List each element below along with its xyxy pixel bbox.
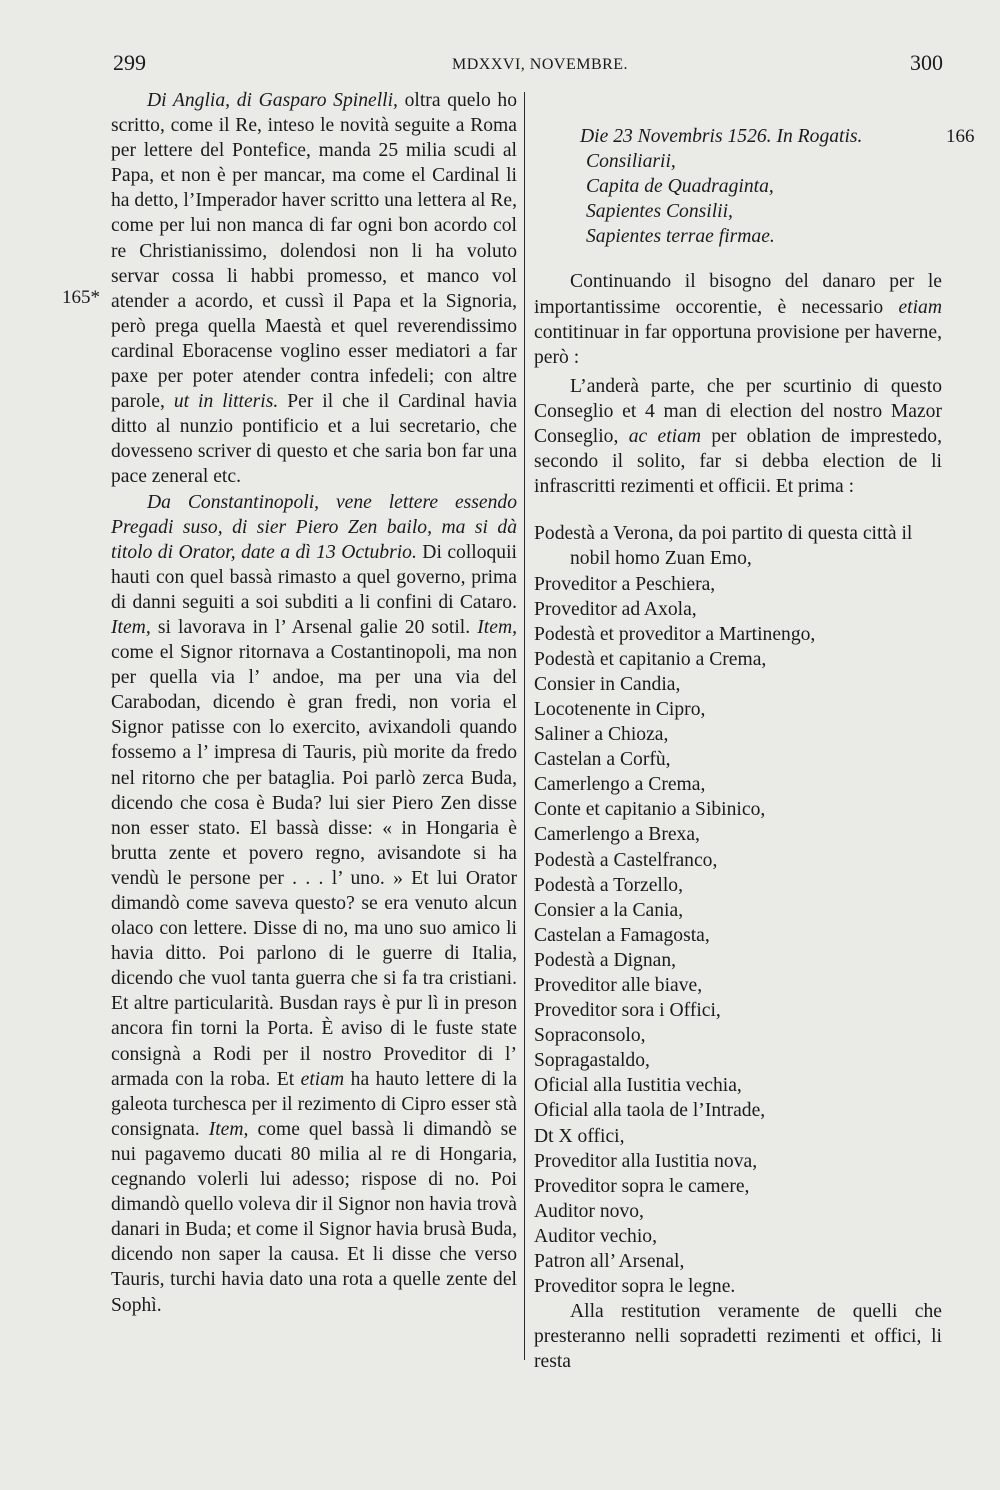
session-date-line: Die 23 Novembris 1526. In Rogatis.	[580, 126, 863, 147]
council-item: Consiliarii,	[586, 151, 676, 173]
office-item: Auditor vechio,	[534, 1225, 657, 1247]
page-number-left: 299	[113, 50, 146, 75]
italic-text: Item,	[208, 1118, 249, 1140]
paragraph-restitution: Alla restitution veramente de quelli che presteranno nelli sopradetti rezimenti et offici, li resta	[534, 1301, 942, 1373]
text-run: L’anderà parte, che per scurtinio di questo Conseglio et 4 man di election del nostro Mazor Conseglio,	[534, 375, 942, 448]
office-item: Proveditor alle biave,	[534, 975, 703, 996]
office-item: Oficial alla Iustitia vechia,	[534, 1075, 742, 1097]
office-item: Consier in Candia,	[534, 673, 681, 695]
italic-text: Da Constantinopoli, vene lettere essendo Pregadi suso, di sier Piero Zen bailo, ma si dà titolo di Orator, date a dì 13 Octubrio.	[111, 491, 517, 563]
office-item: Conte et capitanio a Sibinico,	[534, 799, 766, 821]
office-item: Locotenente in Cipro,	[534, 698, 706, 720]
column-divider	[524, 92, 525, 1360]
office-item: Proveditor ad Axola,	[534, 598, 697, 620]
office-item: Proveditor alla Iustitia nova,	[534, 1150, 758, 1172]
left-paragraph	[111, 490, 517, 1318]
office-item: Castelan a Famagosta,	[534, 924, 710, 946]
page-number-right: 300	[910, 50, 943, 75]
text-run: ha hauto lettere di la galeota turchesca per il rezimento di Cipro esser stà consignata.	[111, 1068, 517, 1140]
italic-text: etiam	[300, 1068, 345, 1090]
council-item: Sapientes Consilii,	[586, 201, 733, 223]
running-header	[0, 50, 1000, 86]
italic-text: Item,	[111, 616, 151, 638]
office-item: nobil homo Zuan Emo,	[570, 548, 752, 570]
italic-text: etiam	[898, 296, 942, 318]
office-item: Podestà et capitanio a Crema,	[534, 648, 767, 670]
office-item: Consier a la Cania,	[534, 899, 684, 921]
text-run: contitinuar in far opportuna provisione per haverne, però :	[534, 321, 942, 368]
office-item: Sopraconsolo,	[534, 1025, 646, 1047]
left-column	[111, 88, 517, 1318]
office-item: Proveditor sopra le legne.	[534, 1276, 736, 1298]
council-item: Capita de Quadraginta,	[586, 176, 774, 198]
office-item: Auditor novo,	[534, 1200, 644, 1222]
council-list	[534, 149, 942, 249]
office-item: Podestà et proveditor a Martinengo,	[534, 623, 816, 645]
right-column	[534, 88, 942, 1375]
left-paragraph	[111, 88, 517, 490]
italic-text: ac etiam	[628, 426, 702, 448]
office-item: Proveditor sopra le camere,	[534, 1175, 750, 1197]
text-run: per oblation de imprestedo, secondo il solito, far si debba election de li infrascritti rezimenti et officii. Et prima :	[534, 426, 942, 498]
text-run: Di colloquii hauti con quel bassà rimasto a quel governo, prima di danni seguiti a soi subditi a li confini di Cataro.	[111, 541, 517, 613]
office-item: Patron all’ Arsenal,	[534, 1251, 685, 1273]
text-run: Continuando il bisogno del danaro per le importantissime occorentie, è necessario	[534, 271, 942, 318]
office-item: Camerlengo a Crema,	[534, 774, 706, 796]
office-item: Podestà a Verona, da poi partito di questa città il	[534, 523, 913, 545]
office-item: Sopragastaldo,	[534, 1050, 650, 1072]
paragraph-continuando	[534, 269, 942, 369]
margin-note-left: 165*	[62, 287, 100, 308]
margin-note-right: 166	[946, 126, 975, 147]
office-item: Oficial alla taola de l’Intrade,	[534, 1100, 766, 1122]
office-list	[534, 521, 942, 1299]
office-item: Saliner a Chioza,	[534, 724, 669, 746]
text-run: si lavorava in l’ Arsenal galie 20 sotil.	[150, 616, 478, 638]
office-item: Podestà a Dignan,	[534, 949, 677, 971]
text-run: come quel bassà li dimandò se nui pagavemo ducati 80 milia al re di Hongaria, cegnando volerli lui adesso; rispose di no. Poi dimandò quello voleva dir il Signor non havia trovà danari in Buda; et come il Signor havia brusà Buda, dicendo non saper la causa. Et li disse che verso Tauris, turchi havia dato una rota a quelle zente del Sophì.	[111, 1118, 517, 1316]
office-item: Podestà a Torzello,	[534, 874, 683, 896]
office-item: Proveditor sora i Offici,	[534, 1000, 721, 1022]
office-item: Proveditor a Peschiera,	[534, 573, 716, 595]
council-item: Sapientes terrae firmae.	[586, 226, 775, 248]
text-run: Per il che il Cardinal havia ditto al nunzio pontificio et a lui secretario, che dovesseno scriver di questo et che saria bon far una pace zeneral etc.	[111, 391, 517, 488]
office-item: Castelan a Corfù,	[534, 749, 671, 771]
running-title: MDXXVI, NOVEMBRE.	[452, 56, 629, 73]
office-item: Podestà a Castelfranco,	[534, 849, 718, 871]
text-run: oltra quelo ho scritto, come il Re, inteso le novità seguite a Roma per lettere del Pontefice, manda 25 milia scudi al Papa, et non è per mancar, ma come el Cardinal li ha detto, l’Imperador haver scritto una lettera al Re, come per lui non manca di far ogni bon acordo col re Christianissimo, dolendosi non li ha voluto servar cossa li habbi promesso, et manco vol atender a acordo, et cussì il Papa et la Signoria, però prega quella Maestà et quel reverendissimo cardinal Eboracense voglino esser mediatori a far paxe per poter atender contra infedeli; con altre parole,	[111, 90, 518, 413]
italic-text: Di Anglia, di Gasparo Spinelli,	[147, 90, 398, 111]
italic-text: ut in litteris.	[173, 391, 279, 413]
paragraph-andera-parte	[534, 374, 942, 499]
italic-text: Item,	[477, 616, 517, 638]
office-item: Camerlengo a Brexa,	[534, 824, 700, 846]
office-item: Dt X offici,	[534, 1125, 625, 1147]
text-run: come el Signor ritornava a Costantinopoli, ma non per quella via l’ andoe, ma per una via del Carabodan, dicendo è gran fredi, non voria el Signor patisse con lo exercito, avixandoli quando fossemo a l’ impresa di Tauris, più morite da fredo nel ritorno che per bataglia. Poi parlò zerca Buda, dicendo che cosa è Buda? lui sier Piero Zen disse non esser stato. El bassà disse: « in Hongaria è brutta zente et povero regno, avisandote si ha vendù le persone per . . . l’ uno. » Et lui Orator dimandò come saveva questo? se era venuto alcun olaco con lettere. Disse di no, ma uno suo amico li havia ditto. Poi parlono di le guerre di Italia, dicendo che vuol tanta guerra che si fa tra cristiani. Et altre particularità. Busdan rays è pur lì in preson ancora fin torni la Porta. È aviso di le fuste state consignà a Rodi per il nostro Proveditor di l’ armada con la roba. Et	[111, 642, 517, 1090]
